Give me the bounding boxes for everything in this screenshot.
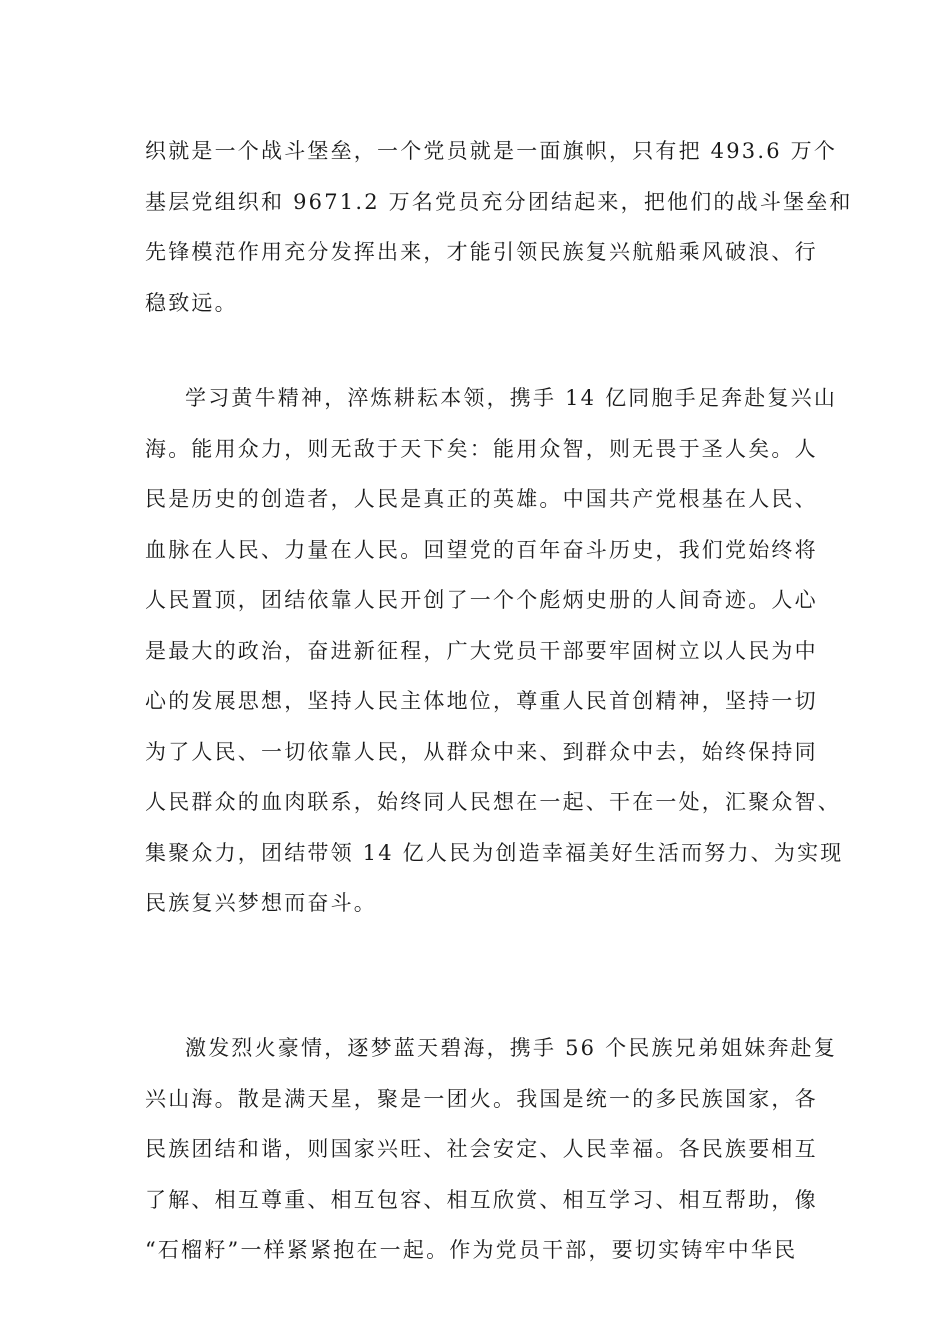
paragraph-line: 为了人民、一切依靠人民，从群众中来、到群众中去，始终保持同 bbox=[145, 739, 818, 764]
paragraph-line: 人民置顶，团结依靠人民开创了一个个彪炳史册的人间奇迹。人心 bbox=[145, 588, 818, 612]
paragraph-3 bbox=[145, 1023, 845, 1276]
paragraph-line: 海。能用众力，则无敌于天下矣：能用众智，则无畏于圣人矣。人 bbox=[145, 436, 818, 461]
paragraph-line: 先锋模范作用充分发挥出来，才能引领民族复兴航船乘风破浪、行 bbox=[145, 240, 818, 264]
paragraph-line: 民族团结和谐，则国家兴旺、社会安定、人民幸福。各民族要相互 bbox=[145, 1137, 818, 1161]
paragraph-line: “石榴籽”一样紧紧抱在一起。作为党员干部，要切实铸牢中华民 bbox=[145, 1238, 798, 1262]
paragraph-line: 是最大的政治，奋进新征程，广大党员干部要牢固树立以人民为中 bbox=[145, 638, 818, 663]
paragraph-line: 民族复兴梦想而奋斗。 bbox=[145, 891, 377, 915]
paragraph-line: 学习黄牛精神，淬炼耕耘本领，携手 14 亿同胞手足奔赴复兴山 bbox=[185, 386, 838, 410]
paragraph-line: 织就是一个战斗堡垒，一个党员就是一面旗帜，只有把 493.6 万个 bbox=[145, 139, 838, 163]
paragraph-line: 基层党组织和 9671.2 万名党员充分团结起来，把他们的战斗堡垒和 bbox=[145, 189, 853, 214]
paragraph-line: 民是历史的创造者，人民是真正的英雄。中国共产党根基在人民、 bbox=[145, 487, 818, 511]
paragraph-line: 血脉在人民、力量在人民。回望党的百年奋斗历史，我们党始终将 bbox=[145, 537, 818, 562]
paragraph-line: 稳致远。 bbox=[145, 290, 238, 315]
paragraph-line: 心的发展思想，坚持人民主体地位，尊重人民首创精神，坚持一切 bbox=[145, 689, 818, 713]
paragraph-line: 集聚众力，团结带领 14 亿人民为创造幸福美好生活而努力、为实现 bbox=[145, 840, 844, 865]
paragraph-2 bbox=[145, 373, 845, 929]
paragraph-1 bbox=[145, 126, 853, 328]
paragraph-line: 人民群众的血肉联系，始终同人民想在一起、干在一处，汇聚众智、 bbox=[145, 790, 841, 814]
paragraph-line: 了解、相互尊重、相互包容、相互欣赏、相互学习、相互帮助，像 bbox=[145, 1187, 818, 1212]
paragraph-line: 兴山海。散是满天星，聚是一团火。我国是统一的多民族国家，各 bbox=[145, 1086, 818, 1111]
paragraph-line: 激发烈火豪情，逐梦蓝天碧海，携手 56 个民族兄弟姐妹奔赴复 bbox=[185, 1036, 838, 1060]
